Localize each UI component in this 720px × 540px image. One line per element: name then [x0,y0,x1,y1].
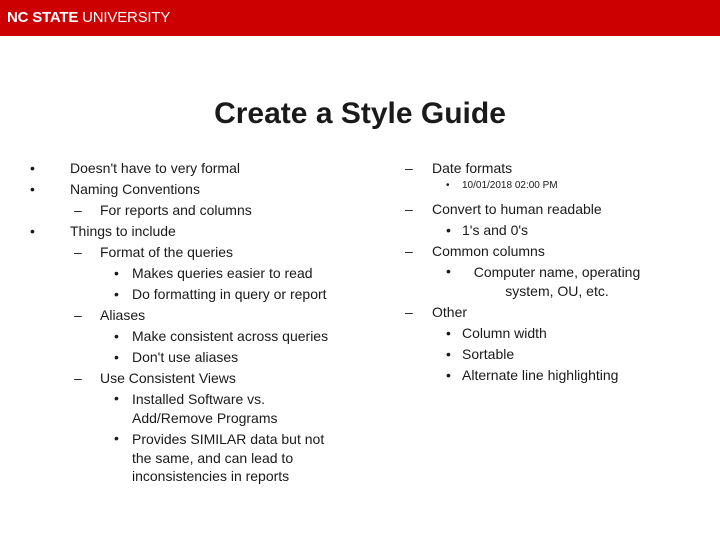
bullet-marker: • [446,325,451,341]
dash-marker: – [405,243,413,259]
sub-bullet-item [405,241,705,262]
bullet-item [30,221,370,242]
bullet-text: Alternate line highlighting [462,367,619,383]
slide-title: Create a Style Guide [214,97,506,130]
university-logo [7,9,170,27]
bullet-marker: • [30,181,35,197]
bullet-text: Makes queries easier to read [132,265,313,281]
bullet-text: 1's and 0's [462,222,529,238]
dash-marker: – [405,201,413,217]
bullet-marker: • [446,180,450,191]
logo-regular-text: UNIVERSITY [82,9,171,26]
sub-sub-bullet-item [30,347,370,368]
bullet-text: Things to include [70,223,176,239]
bullet-marker: • [114,265,119,281]
bullet-marker: • [114,286,119,302]
bullet-item [30,179,370,200]
dash-marker: – [74,370,82,386]
bullet-text: Aliases [100,307,146,323]
dash-marker: – [405,304,413,320]
sub-sub-bullet-item [405,220,705,241]
sub-sub-bullet-item [405,262,652,302]
bullet-marker: • [114,390,119,406]
bullet-text: Computer name, operating system, OU, etc. [473,264,641,299]
bullet-text: Date formats [432,160,513,176]
bullet-marker: • [30,160,35,176]
bullet-marker: • [446,346,451,362]
sub-bullet-item [405,158,705,179]
sub-sub-bullet-item [405,323,705,344]
sub-bullet-item [30,200,370,221]
bullet-text: Use Consistent Views [100,370,236,386]
bullet-marker: • [446,367,451,383]
sub-sub-bullet-item [30,429,347,488]
dash-marker: – [74,244,82,260]
bullet-marker: • [446,222,451,238]
bullet-text: Installed Software vs. Add/Remove Programs [132,391,278,426]
sub-bullet-item [405,302,705,323]
header-bar [0,0,720,36]
sub-sub-bullet-item [30,263,370,284]
sub-sub-bullet-item [405,344,705,365]
bullet-marker: • [114,328,119,344]
sub-bullet-item [30,242,370,263]
dash-marker: – [74,307,82,323]
bullet-text: Convert to human readable [432,201,602,217]
left-bullet-column [30,158,370,488]
bullet-text: Do formatting in query or report [132,286,327,302]
bullet-text: Make consistent across queries [132,328,329,344]
bullet-text: 10/01/2018 02:00 PM [462,180,558,191]
bullet-marker: • [446,263,451,279]
bullet-item [30,158,370,179]
sub-sub-bullet-item [30,284,370,305]
bullet-text: Naming Conventions [70,181,200,197]
bullet-text: Provides SIMILAR data but not the same, and can lead to inconsistencies in reports [132,431,325,484]
bullet-marker: • [114,430,119,446]
bullet-marker: • [114,349,119,365]
bullet-text: Sortable [462,346,515,362]
sub-sub-bullet-item [30,326,370,347]
dash-marker: – [405,160,413,176]
sub-sub-bullet-item [30,389,282,429]
bullet-text: Don't use aliases [132,349,239,365]
bullet-text: Doesn't have to very formal [70,160,240,176]
sub-sub-bullet-item [405,179,705,199]
bullet-text: Format of the queries [100,244,234,260]
bullet-text: Other [432,304,468,320]
dash-marker: – [74,202,82,218]
logo-bold-text: NC STATE [7,9,79,26]
sub-sub-bullet-item [405,365,705,386]
bullet-marker: • [30,223,35,239]
bullet-text: Column width [462,325,547,341]
sub-bullet-item [30,305,370,326]
bullet-text: For reports and columns [100,202,252,218]
sub-bullet-item [405,199,705,220]
right-bullet-column [405,158,705,386]
sub-bullet-item [30,368,370,389]
bullet-text: Common columns [432,243,545,259]
